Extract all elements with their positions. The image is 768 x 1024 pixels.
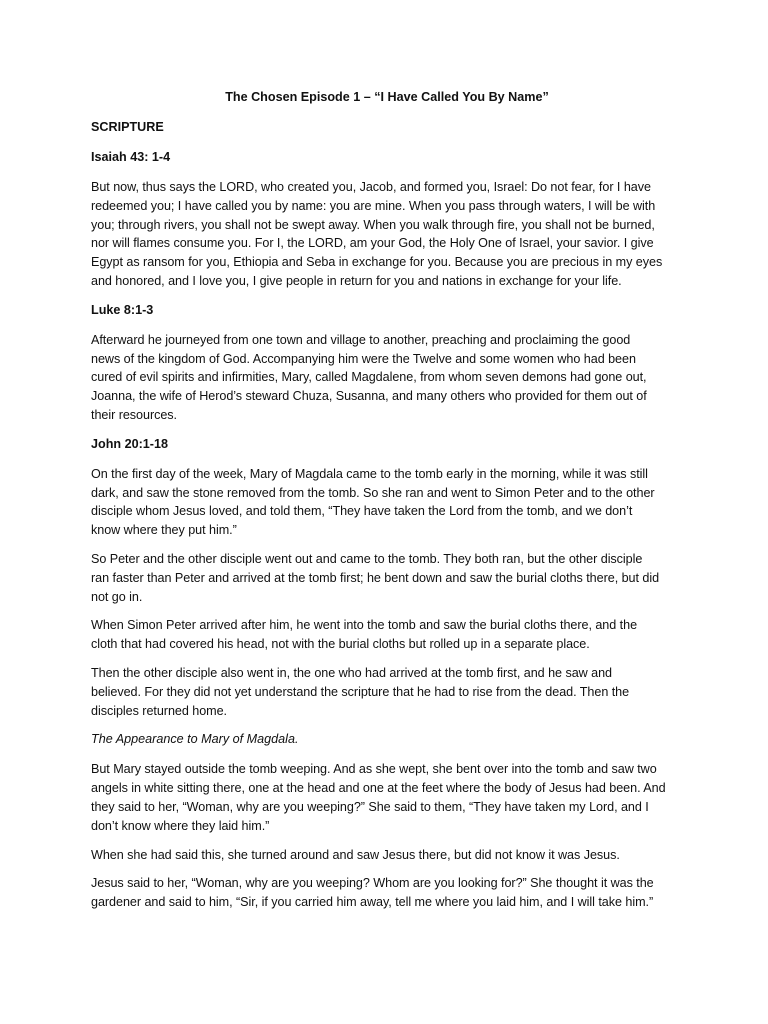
passage-reference-john: John 20:1-18	[91, 436, 168, 451]
subheading-appearance: The Appearance to Mary of Magdala.	[91, 732, 299, 747]
text-line: you; through rivers, you shall not be swept away. When you walk through fire, you shall not be burned,	[91, 217, 655, 232]
text-line: When she had said this, she turned around and saw Jesus there, but did not know it was Jesus.	[91, 847, 620, 862]
text-line: they said to her, “Woman, why are you weeping?” She said to them, “They have taken my Lord, and I	[91, 799, 649, 814]
text-line: dark, and saw the stone removed from the tomb. So she ran and went to Simon Peter and to the other	[91, 485, 655, 500]
text-line: Afterward he journeyed from one town and village to another, preaching and proclaiming the good	[91, 332, 631, 347]
passage-paragraph	[91, 664, 683, 720]
text-line: believed. For they did not yet understand the scripture that he had to rise from the dead. Then the	[91, 684, 630, 699]
text-line: So Peter and the other disciple went out and came to the tomb. They both ran, but the other disciple	[91, 551, 643, 566]
passage-text-luke	[91, 331, 683, 425]
passage-paragraph	[91, 846, 683, 865]
text-line: don’t know where they laid him.”	[91, 818, 270, 833]
section-heading-scripture: SCRIPTURE	[91, 120, 164, 134]
text-line: Jesus said to her, “Woman, why are you weeping? Whom are you looking for?” She thought it was the	[91, 876, 654, 891]
passage-paragraph	[91, 760, 683, 835]
text-line: news of the kingdom of God. Accompanying him were the Twelve and some women who had been	[91, 351, 636, 366]
text-line: cured of evil spirits and infirmities, Mary, called Magdalene, from whom seven demons had gone out,	[91, 370, 647, 385]
passage-reference-luke: Luke 8:1-3	[91, 302, 154, 317]
text-line: their resources.	[91, 407, 177, 422]
text-line: not go in.	[91, 589, 143, 604]
text-line: know where they put him.”	[91, 523, 237, 538]
passage-paragraph	[91, 550, 683, 606]
document-page	[91, 88, 683, 922]
passage-reference-isaiah: Isaiah 43: 1-4	[91, 150, 171, 164]
text-line: But Mary stayed outside the tomb weeping. And as she wept, she bent over into the tomb and saw two	[91, 762, 657, 777]
passage-text-isaiah	[91, 178, 683, 291]
document-title: The Chosen Episode 1 – “I Have Called You By Name”	[225, 90, 549, 104]
text-line: angels in white sitting there, one at the head and one at the feet where the body of Jesus had been. And	[91, 781, 666, 796]
text-line: redeemed you; I have called you by name: you are mine. When you pass through waters, I will be with	[91, 198, 656, 213]
text-line: nor will flames consume you. For I, the LORD, am your God, the Holy One of Israel, your savior. I give	[91, 236, 654, 251]
text-line: But now, thus says the LORD, who created you, Jacob, and formed you, Israel: Do not fear, for I have	[91, 180, 651, 194]
text-line: Egypt as ransom for you, Ethiopia and Seba in exchange for you. Because you are precious in my eyes	[91, 255, 663, 270]
text-line: gardener and said to him, “Sir, if you carried him away, tell me where you laid him, and I will take him.”	[91, 895, 654, 910]
text-line: cloth that had covered his head, not with the burial cloths but rolled up in a separate place.	[91, 637, 590, 652]
text-line: On the first day of the week, Mary of Magdala came to the tomb early in the morning, while it was still	[91, 466, 648, 481]
text-line: disciples returned home.	[91, 703, 228, 718]
passage-paragraph	[91, 616, 683, 654]
text-line: When Simon Peter arrived after him, he went into the tomb and saw the burial cloths there, and the	[91, 618, 638, 633]
passage-paragraph	[91, 874, 683, 912]
passage-paragraph	[91, 465, 683, 540]
text-line: Then the other disciple also went in, the one who had arrived at the tomb first, and he saw and	[91, 665, 613, 680]
text-line: disciple whom Jesus loved, and told them, “They have taken the Lord from the tomb, and we don’t	[91, 504, 633, 519]
text-line: ran faster than Peter and arrived at the tomb first; he bent down and saw the burial cloths there, but did	[91, 570, 660, 585]
text-line: Joanna, the wife of Herod’s steward Chuza, Susanna, and many others who provided for them out of	[91, 389, 647, 404]
text-line: and honored, and I love you, I give people in return for you and nations in exchange for your life.	[91, 273, 622, 288]
